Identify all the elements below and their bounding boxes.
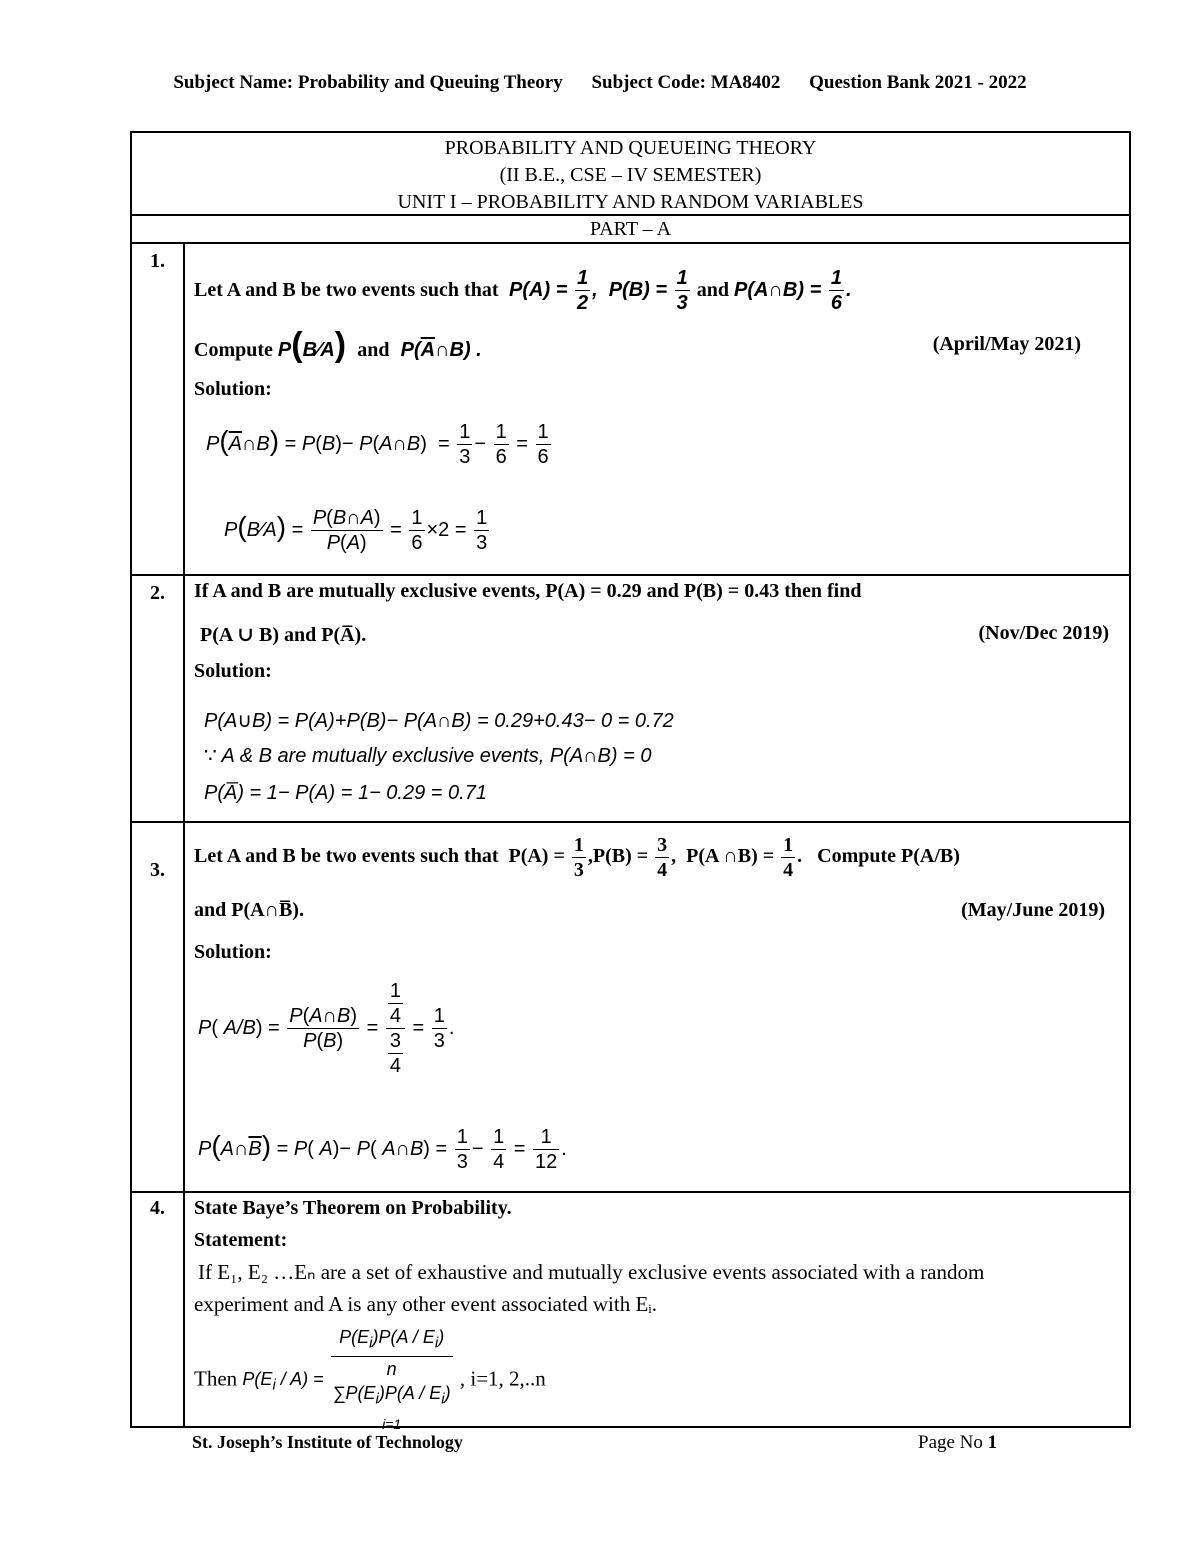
q3-solution-label: Solution: (194, 941, 272, 963)
q1-source: (April/May 2021) (932, 333, 1081, 355)
q4-statement-label: Statement: (194, 1229, 288, 1251)
question-number: 1. (150, 250, 165, 272)
q4-body-2: experiment and A is any other event associated with Eᵢ. (194, 1292, 657, 1316)
question-number: 2. (150, 582, 165, 604)
footer-institute: St. Joseph’s Institute of Technology (192, 1432, 463, 1452)
page-num: 1 (987, 1432, 998, 1453)
question-row-3 (132, 823, 1129, 1193)
q3-text: Let A and B be two events such that (194, 845, 499, 868)
q2-text: If A and B are mutually exclusive events, P(A) = 0.29 and P(B) = 0.43 then find (194, 580, 862, 602)
subject-name: Subject Name: Probability and Queuing Theory (173, 72, 563, 93)
question-number: 3. (150, 859, 165, 881)
title-line-2: (II B.E., CSE – IV SEMESTER) (499, 164, 762, 186)
q3-formula: P(A) = $\frac{1}{3}$ ,P(B) = $\frac{3}{4}$ , P(A ∩B) = $\frac{1}{4}$ . (503, 834, 813, 881)
q1-formula: P(A) = $\frac{1}{2}$ , P(B) = $\frac{1}{3}$ (503, 267, 688, 314)
question-row-4 (132, 1193, 1129, 1433)
q4-body-1: If E₁, E₂ …Eₙ are a set of exhaustive and mutually exclusive events associated with a random (198, 1260, 985, 1284)
q1-compute: Compute (194, 339, 273, 361)
q2-eq2: ∵ A & B are mutually exclusive events, P(A∩B) = 0 (204, 745, 652, 767)
part-heading: PART – A (132, 216, 1129, 244)
q3-eq2: $P(A\cap\overline{B}) = P$( A)− P( A∩B) = $\frac{1}{3}$ − $\frac{1}{4}$ = $\frac{1}{12}$ . (198, 1126, 567, 1173)
q3-source: (May/June 2019) (961, 899, 1105, 921)
q2-eq3: P(A̅) = 1− P(A) = 1− 0.29 = 0.71 (204, 782, 487, 804)
q2-eq1: P(A∪B) = P(A)+P(B)− P(A∩B) = 0.29+0.43− 0 = 0.72 (204, 710, 674, 732)
q2-solution-label: Solution: (194, 660, 272, 682)
table-title (132, 133, 1129, 216)
q4-bayes-formula: $P(E_i / A)$ = $P(E_i)P(A / E_i)$ n $\sum P(E_i)P(A / E_i)$ i=1 (242, 1327, 451, 1433)
title-line-3: UNIT I – PROBABILITY AND RANDOM VARIABLES (397, 191, 864, 213)
page-number (918, 1432, 997, 1454)
q3-compute: Compute P(A/B) (817, 845, 960, 868)
q1-eq1: $P(\overline{A}\cap B) = P(B)-$ P(A∩B) = $\frac{1}{3}$ − $\frac{1}{6}$ = $\frac{1}{6}$ (206, 421, 549, 468)
q3-and: and P(A∩B̅). (194, 899, 304, 921)
question-row-2 (132, 576, 1129, 823)
question-table (130, 131, 1131, 1433)
q1-solution-label: Solution: (194, 378, 272, 400)
q4-then: Then (194, 1366, 238, 1391)
page-label: Page No (918, 1432, 983, 1453)
title-line-1: PROBABILITY AND QUEUEING THEORY (444, 137, 817, 159)
question-number: 4. (150, 1197, 165, 1219)
q4-text: State Baye’s Theorem on Probability. (194, 1197, 512, 1219)
question-row-1: 1. Let A and B be two events such that P(A) = $\frac{1}{2}$ , P(B) = $\frac{1}{3}$ and P(A∩B) = $\frac{1}{6}$ . Compute P(B⁄A) and $P(\overline{A}\cap B)$ . (April/May 2021) Solution: $P(\overline{A}\cap B) = P(B)-$ P(A∩B) = $\frac{1}{3}$ − $\frac{1}{6}$ = $\frac{1}{6}$ P(B⁄A) = $\frac{P(B\cap A)}{P(A)}$ = $\frac{1}{6}$ ×2 = $\frac{1}{3}$ (132, 244, 1129, 576)
q2-find: P(A ∪ B) and P(A̅). (200, 624, 367, 646)
q1-compute-formula: P(B⁄A) and $P(\overline{A}\cap B)$ . (277, 326, 482, 364)
q1-eq2: P(B⁄A) = $\frac{P(B\cap A)}{P(A)}$ = $\frac{1}{6}$ ×2 = $\frac{1}{3}$ (224, 507, 488, 554)
page-header (0, 72, 1200, 94)
q2-source: (Nov/Dec 2019) (978, 622, 1109, 644)
q3-eq1: P( A/B) = $\frac{P(A\cap B)}{P(B)}$ = $\frac{\frac{1}{4}}{\frac{3}{4}}$ = $\frac{1}{3}$ . (198, 980, 455, 1077)
question-bank-year: Question Bank 2021 - 2022 (809, 72, 1027, 93)
subject-code: Subject Code: MA8402 (591, 72, 781, 93)
q4-tail: , i=1, 2,..n (459, 1366, 546, 1391)
q1-text: Let A and B be two events such that (194, 278, 499, 301)
